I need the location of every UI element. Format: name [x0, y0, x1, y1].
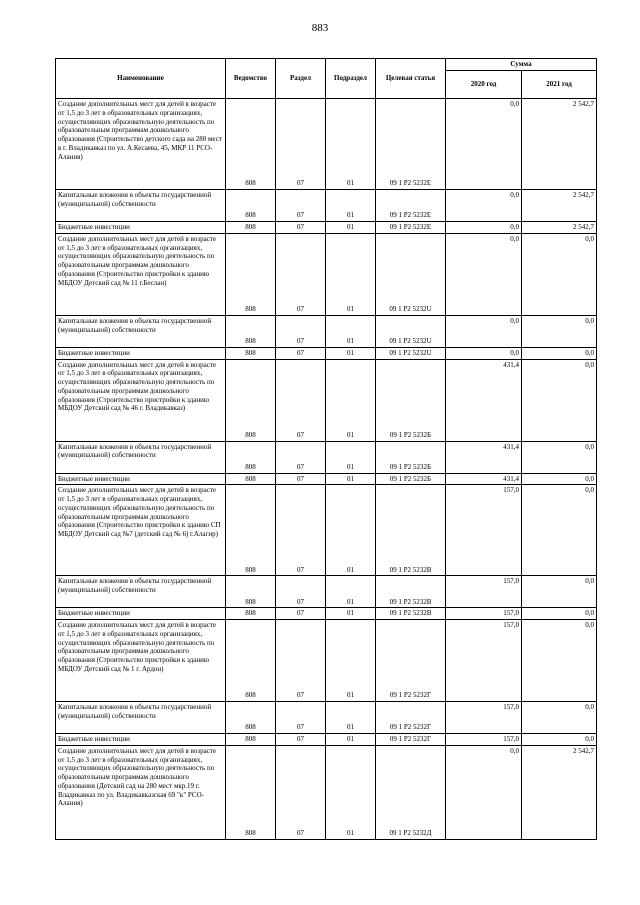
row-department-cell: 808 [226, 702, 276, 734]
row-target-cell: 09 1 Р2 5232Г [376, 734, 446, 746]
row-value-2020-cell: 157,0 [446, 576, 522, 608]
row-name-cell [56, 576, 226, 608]
row-value-2020-cell: 0,0 [446, 99, 522, 190]
row-section-cell: 07 [276, 734, 326, 746]
row-target-cell: 09 1 Р2 5232Е [376, 99, 446, 190]
row-value-2021-cell: 0,0 [522, 485, 597, 576]
row-target-cell: 09 1 Р2 5232U [376, 347, 446, 359]
row-name-cell [56, 359, 226, 441]
header-subsection: Подраздел [326, 59, 376, 99]
row-subsection-cell: 01 [326, 473, 376, 485]
row-value-2020-cell: 0,0 [446, 347, 522, 359]
row-value-2020-cell: 0,0 [446, 233, 522, 315]
table-row [56, 702, 597, 734]
row-value-2020-cell: 431,4 [446, 359, 522, 441]
table-row [56, 734, 597, 746]
row-name-text: Создание дополнительных мест для детей в возрасте от 1,5 до 3 лет в образовательных организациях, осуществляющих образовательную деятельность по образовательным программам дошкольного образования (Строительство пристройки к зданию МБДОУ Детский сад № 11 г.Беслан) [58, 234, 217, 287]
row-section-cell: 07 [276, 576, 326, 608]
row-name-text: Создание дополнительных мест для детей в возрасте от 1,5 до 3 лет в образовательных организациях, осуществляющих образовательную деятельность по образовательным программам дошкольного образования (Строительство пристройки к зданию СП МБДОУ Детский сад №7 (детский сад № 6) г.Алагир) [58, 486, 221, 538]
row-name-text: Бюджетные инвестиции [58, 348, 130, 356]
row-target-cell: 09 1 Р2 5232Г [376, 620, 446, 702]
table-row [56, 441, 597, 473]
row-target-cell: 09 1 Р2 5232U [376, 315, 446, 347]
row-subsection-cell: 01 [326, 441, 376, 473]
table-row [56, 190, 597, 222]
row-target-cell: 09 1 Р2 5232Б [376, 441, 446, 473]
table-row [56, 233, 597, 315]
row-name-text: Бюджетные инвестиции [58, 474, 130, 482]
row-name-text: Капитальные вложения в объекты государственной (муниципальной) собственности [58, 703, 212, 720]
row-department-cell: 808 [226, 620, 276, 702]
row-name-cell [56, 734, 226, 746]
header-target: Целевая статья [376, 59, 446, 99]
row-value-2020-cell: 157,0 [446, 485, 522, 576]
row-department-cell: 808 [226, 734, 276, 746]
row-section-cell: 07 [276, 359, 326, 441]
table-body [56, 99, 597, 840]
table-row [56, 745, 597, 839]
row-value-2020-cell: 157,0 [446, 734, 522, 746]
row-name-text: Бюджетные инвестиции [58, 609, 130, 617]
table-row [56, 99, 597, 190]
row-name-text: Бюджетные инвестиции [58, 223, 130, 230]
row-section-cell: 07 [276, 620, 326, 702]
row-target-cell: 09 1 Р2 5232Б [376, 473, 446, 485]
table-row [56, 359, 597, 441]
row-value-2021-cell: 0,0 [522, 734, 597, 746]
table-row [56, 222, 597, 234]
row-subsection-cell: 01 [326, 347, 376, 359]
row-value-2020-cell: 431,4 [446, 441, 522, 473]
row-value-2021-cell: 0,0 [522, 441, 597, 473]
row-section-cell: 07 [276, 99, 326, 190]
row-department-cell: 808 [226, 576, 276, 608]
row-name-cell [56, 745, 226, 839]
row-value-2021-cell: 0,0 [522, 347, 597, 359]
header-section: Раздел [276, 59, 326, 99]
row-value-2020-cell: 431,4 [446, 473, 522, 485]
row-value-2021-cell: 2 542,7 [522, 190, 597, 222]
row-subsection-cell: 01 [326, 620, 376, 702]
row-section-cell: 07 [276, 441, 326, 473]
row-value-2021-cell: 0,0 [522, 576, 597, 608]
row-value-2020-cell: 157,0 [446, 702, 522, 734]
row-name-cell [56, 222, 226, 234]
row-value-2020-cell: 157,0 [446, 620, 522, 702]
row-department-cell: 808 [226, 485, 276, 576]
row-value-2021-cell: 0,0 [522, 608, 597, 620]
row-name-text: Капитальные вложения в объекты государственной (муниципальной) собственности [58, 191, 212, 208]
row-section-cell: 07 [276, 473, 326, 485]
row-value-2021-cell: 0,0 [522, 315, 597, 347]
row-target-cell: 09 1 Р2 5232В [376, 608, 446, 620]
budget-table [55, 58, 597, 840]
table-row [56, 485, 597, 576]
row-department-cell: 808 [226, 99, 276, 190]
row-subsection-cell: 01 [326, 315, 376, 347]
row-section-cell: 07 [276, 347, 326, 359]
row-value-2020-cell: 0,0 [446, 222, 522, 234]
row-value-2021-cell: 0,0 [522, 359, 597, 441]
row-department-cell: 808 [226, 190, 276, 222]
row-value-2020-cell: 0,0 [446, 190, 522, 222]
page-number: 883 [311, 22, 329, 34]
row-department-cell: 808 [226, 359, 276, 441]
row-subsection-cell: 01 [326, 608, 376, 620]
row-name-cell [56, 441, 226, 473]
row-name-cell [56, 473, 226, 485]
row-target-cell: 09 1 Р2 5232Д [376, 745, 446, 839]
row-section-cell: 07 [276, 702, 326, 734]
row-value-2020-cell: 0,0 [446, 315, 522, 347]
row-name-text: Создание дополнительных мест для детей в возрасте от 1,5 до 3 лет в образовательных организациях, осуществляющих образовательную деятельность по образовательным программам дошкольного образования (Детский сад на 280 мест мкр.19 г. Владикавказ по ул. Владикавказская 69 "к" РСО-Алания) [58, 746, 217, 808]
row-department-cell: 808 [226, 233, 276, 315]
row-subsection-cell: 01 [326, 190, 376, 222]
row-value-2021-cell: 2 542,7 [522, 222, 597, 234]
row-name-cell [56, 347, 226, 359]
row-name-text: Капитальные вложения в объекты государственной (муниципальной) собственности [58, 577, 212, 594]
row-name-text: Создание дополнительных мест для детей в возрасте от 1,5 до 3 лет в образовательных организациях, осуществляющих образовательную деятельность по образовательным программам дошкольного образования (Строительство пристройки к зданию МБДОУ Детский сад № 46 г. Владикавказ) [58, 360, 217, 413]
row-name-cell [56, 485, 226, 576]
row-target-cell: 09 1 Р2 5232Е [376, 222, 446, 234]
row-value-2021-cell: 2 542,7 [522, 99, 597, 190]
row-subsection-cell: 01 [326, 99, 376, 190]
row-name-cell [56, 620, 226, 702]
table-row [56, 473, 597, 485]
row-section-cell: 07 [276, 485, 326, 576]
row-subsection-cell: 01 [326, 485, 376, 576]
row-department-cell: 808 [226, 608, 276, 620]
header-sum: Сумма [446, 59, 597, 71]
row-name-text: Создание дополнительных мест для детей в возрасте от 1,5 до 3 лет в образовательных организациях, осуществляющих образовательную деятельность по образовательным программам дошкольного образования (Строительство детского сада на 280 мест в г. Владикавказ по ул. А.Кесаева, 45, МКР 11 РСО-Алания) [58, 100, 222, 161]
row-value-2020-cell: 0,0 [446, 745, 522, 839]
row-value-2021-cell: 0,0 [522, 702, 597, 734]
row-section-cell: 07 [276, 608, 326, 620]
row-section-cell: 07 [276, 222, 326, 234]
row-target-cell: 09 1 Р2 5232В [376, 485, 446, 576]
row-name-text: Бюджетные инвестиции [58, 735, 130, 742]
row-value-2021-cell: 2 542,7 [522, 745, 597, 839]
row-subsection-cell: 01 [326, 734, 376, 746]
table-row [56, 315, 597, 347]
row-subsection-cell: 01 [326, 359, 376, 441]
row-subsection-cell: 01 [326, 745, 376, 839]
row-target-cell: 09 1 Р2 5232U [376, 233, 446, 315]
row-value-2020-cell: 157,0 [446, 608, 522, 620]
row-subsection-cell: 01 [326, 702, 376, 734]
row-target-cell: 09 1 Р2 5232В [376, 576, 446, 608]
row-name-cell [56, 315, 226, 347]
row-value-2021-cell: 0,0 [522, 473, 597, 485]
row-department-cell: 808 [226, 441, 276, 473]
row-name-cell [56, 190, 226, 222]
row-value-2021-cell: 0,0 [522, 620, 597, 702]
row-section-cell: 07 [276, 745, 326, 839]
row-name-cell [56, 702, 226, 734]
row-name-text: Капитальные вложения в объекты государственной (муниципальной) собственности [58, 442, 212, 460]
row-name-text: Создание дополнительных мест для детей в возрасте от 1,5 до 3 лет в образовательных организациях, осуществляющих образовательную деятельность по образовательным программам дошкольного образования (Строительство пристройки к зданию МБДОУ Детский сад № 1 г. Ардон) [58, 621, 217, 673]
row-value-2021-cell: 0,0 [522, 233, 597, 315]
table-row [56, 576, 597, 608]
row-target-cell: 09 1 Р2 5232Б [376, 359, 446, 441]
row-target-cell: 09 1 Р2 5232Е [376, 190, 446, 222]
table-row [56, 620, 597, 702]
row-section-cell: 07 [276, 233, 326, 315]
row-subsection-cell: 01 [326, 576, 376, 608]
row-name-cell [56, 233, 226, 315]
row-name-cell [56, 99, 226, 190]
row-department-cell: 808 [226, 222, 276, 234]
header-year-2020: 2020 год [446, 71, 522, 99]
row-name-text: Капитальные вложения в объекты государственной (муниципальной) собственности [58, 316, 212, 334]
row-target-cell: 09 1 Р2 5232Г [376, 702, 446, 734]
row-subsection-cell: 01 [326, 222, 376, 234]
row-department-cell: 808 [226, 347, 276, 359]
row-section-cell: 07 [276, 190, 326, 222]
row-section-cell: 07 [276, 315, 326, 347]
row-subsection-cell: 01 [326, 233, 376, 315]
row-department-cell: 808 [226, 473, 276, 485]
table-row [56, 608, 597, 620]
table-row [56, 347, 597, 359]
header-year-2021: 2021 год [522, 71, 597, 99]
row-name-cell [56, 608, 226, 620]
header-department: Ведомство [226, 59, 276, 99]
row-department-cell: 808 [226, 745, 276, 839]
row-department-cell: 808 [226, 315, 276, 347]
header-name: Наименование [56, 59, 226, 99]
